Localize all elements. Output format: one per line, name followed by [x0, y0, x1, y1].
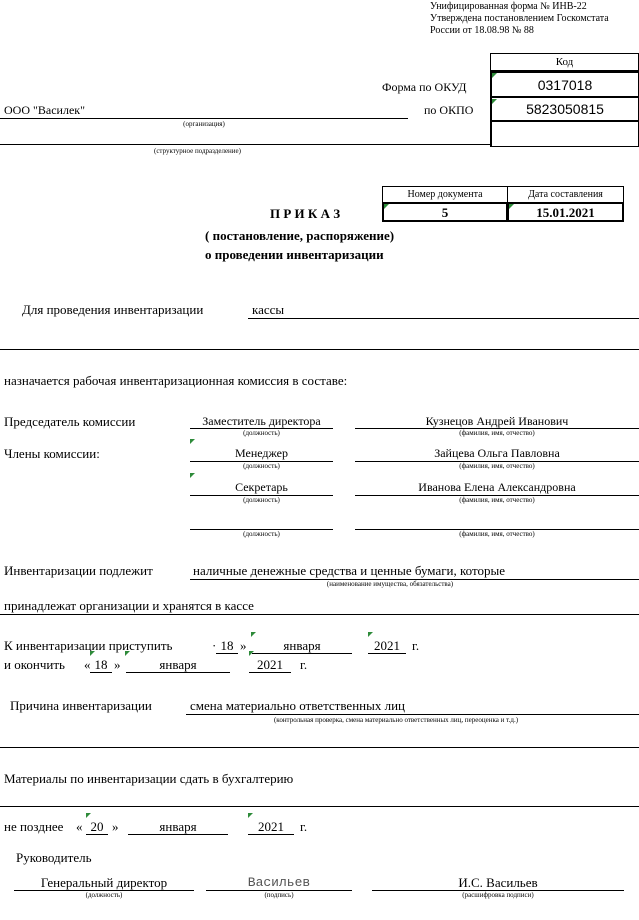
form-note-line2: Утверждена постановлением Госкомстата: [430, 13, 609, 24]
chairman-position[interactable]: Заместитель директора: [202, 414, 321, 428]
chairman-name[interactable]: Кузнецов Андрей Иванович: [425, 414, 569, 428]
organization-line: [0, 118, 408, 119]
head-signature-caption: (подпись): [264, 891, 294, 899]
name-caption: (фамилия, имя, отчество): [459, 496, 535, 504]
form-note-line1: Унифицированная форма № ИНВ-22: [430, 1, 587, 12]
position-caption: (должность): [243, 530, 280, 538]
doc-number-header: Номер документа: [382, 186, 508, 203]
subject-value-2[interactable]: принадлежат организации и хранятся в кассе: [4, 598, 254, 613]
deadline-year-suffix: г.: [300, 819, 308, 834]
field-marker: [492, 73, 497, 78]
subdivision-line[interactable]: [0, 144, 490, 145]
member2-position[interactable]: Секретарь: [235, 480, 288, 494]
empty-code-cell[interactable]: [490, 121, 639, 147]
field-marker: [368, 632, 373, 637]
doc-subject: о проведении инвентаризации: [205, 247, 384, 262]
deadline-month[interactable]: января: [159, 819, 197, 834]
start-year[interactable]: 2021: [374, 638, 400, 653]
position-caption: (должность): [243, 496, 280, 504]
end-year-suffix: г.: [300, 657, 308, 672]
reason-line-2[interactable]: [0, 747, 639, 748]
reason-value[interactable]: смена материально ответственных лиц: [190, 698, 405, 713]
deadline-month-line: [128, 834, 228, 835]
subject-caption: (наименование имущества, обязательства): [326, 580, 454, 588]
start-label: К инвентаризации приступить: [4, 638, 173, 653]
subject-value[interactable]: наличные денежные средства и ценные бумаги, которые: [193, 563, 506, 578]
start-month[interactable]: января: [283, 638, 321, 653]
end-day-line: [90, 672, 112, 673]
reason-caption: (контрольная проверка, смена материально ответственных лиц, переоценка и т.д.): [273, 716, 519, 724]
head-label: Руководитель: [16, 850, 92, 865]
purpose-line: [248, 318, 639, 319]
form-note-line3: России от 18.08.98 № 88: [430, 25, 534, 36]
field-marker: [248, 813, 253, 818]
member1-name[interactable]: Зайцева Ольга Павловна: [434, 446, 560, 460]
organization-caption: (организация): [183, 120, 225, 128]
field-marker: [125, 651, 130, 656]
head-decoded-caption: (расшифровка подписи): [462, 891, 534, 899]
field-marker: [90, 651, 95, 656]
field-marker: [492, 99, 497, 104]
doc-title: П Р И К А З: [270, 206, 341, 221]
end-label: и окончить: [4, 657, 65, 672]
start-quote-close: »: [240, 638, 247, 653]
materials-label: Материалы по инвентаризации сдать в бухгалтерию: [4, 771, 294, 786]
code-header: Код: [490, 53, 639, 71]
start-month-line: [252, 653, 352, 654]
commission-intro: назначается рабочая инвентаризационная комиссия в составе:: [4, 373, 348, 388]
chairman-label: Председатель комиссии: [4, 414, 136, 429]
subject-line-2: [0, 614, 639, 615]
start-year-suffix: г.: [412, 638, 420, 653]
field-marker: [190, 439, 195, 444]
field-marker: [509, 204, 514, 209]
doc-subtitle: ( постановление, распоряжение): [205, 228, 395, 243]
end-month-line: [126, 672, 230, 673]
deadline-quote-open: «: [76, 819, 83, 834]
subdivision-caption: (структурное подразделение): [153, 147, 241, 155]
member1-position[interactable]: Менеджер: [235, 446, 288, 460]
doc-number[interactable]: 5: [382, 202, 508, 222]
end-quote-close: »: [114, 657, 121, 672]
head-decoded[interactable]: И.С. Васильев: [458, 875, 538, 890]
okud-value[interactable]: 0317018: [490, 71, 639, 97]
field-marker: [190, 473, 195, 478]
end-year-line: [249, 672, 291, 673]
deadline-label: не позднее: [4, 819, 64, 834]
materials-line[interactable]: [0, 806, 639, 807]
head-signature[interactable]: Васильев: [247, 875, 311, 890]
organization-name[interactable]: ООО "Василек": [4, 103, 86, 117]
okud-label: Форма по ОКУД: [382, 80, 467, 94]
position-caption: (должность): [243, 429, 280, 437]
head-position[interactable]: Генеральный директор: [40, 875, 168, 890]
deadline-day-line: [86, 834, 108, 835]
start-day[interactable]: 18: [220, 638, 234, 653]
member2-name[interactable]: Иванова Елена Александровна: [418, 480, 576, 494]
end-year[interactable]: 2021: [257, 657, 283, 672]
name-caption: (фамилия, имя, отчество): [459, 530, 535, 538]
start-year-line: [368, 653, 406, 654]
reason-line: [186, 714, 639, 715]
field-marker: [86, 813, 91, 818]
field-marker: [249, 651, 254, 656]
position-caption: (должность): [243, 462, 280, 470]
name-caption: (фамилия, имя, отчество): [459, 462, 535, 470]
field-marker: [251, 632, 256, 637]
head-position-caption: (должность): [85, 891, 123, 899]
end-month[interactable]: января: [159, 657, 197, 672]
subject-label: Инвентаризации подлежит: [4, 563, 153, 578]
purpose-value[interactable]: кассы: [252, 302, 285, 317]
deadline-day[interactable]: 20: [90, 819, 104, 834]
deadline-year-line: [248, 834, 294, 835]
name-caption: (фамилия, имя, отчество): [459, 429, 535, 437]
reason-label: Причина инвентаризации: [10, 698, 152, 713]
doc-date[interactable]: 15.01.2021: [507, 202, 624, 222]
okpo-value[interactable]: 5823050815: [490, 97, 639, 121]
members-label: Члены комиссии:: [4, 446, 100, 461]
end-quote-open: «: [84, 657, 91, 672]
end-day[interactable]: 18: [94, 657, 108, 672]
start-quote-open: ·: [212, 638, 217, 653]
purpose-line-2[interactable]: [0, 349, 639, 350]
deadline-year[interactable]: 2021: [258, 819, 284, 834]
purpose-label: Для проведения инвентаризации: [22, 302, 204, 317]
okpo-label: по ОКПО: [424, 103, 474, 117]
doc-date-header: Дата составления: [507, 186, 624, 203]
field-marker: [384, 204, 389, 209]
deadline-quote-close: »: [112, 819, 119, 834]
start-day-line: [216, 653, 238, 654]
